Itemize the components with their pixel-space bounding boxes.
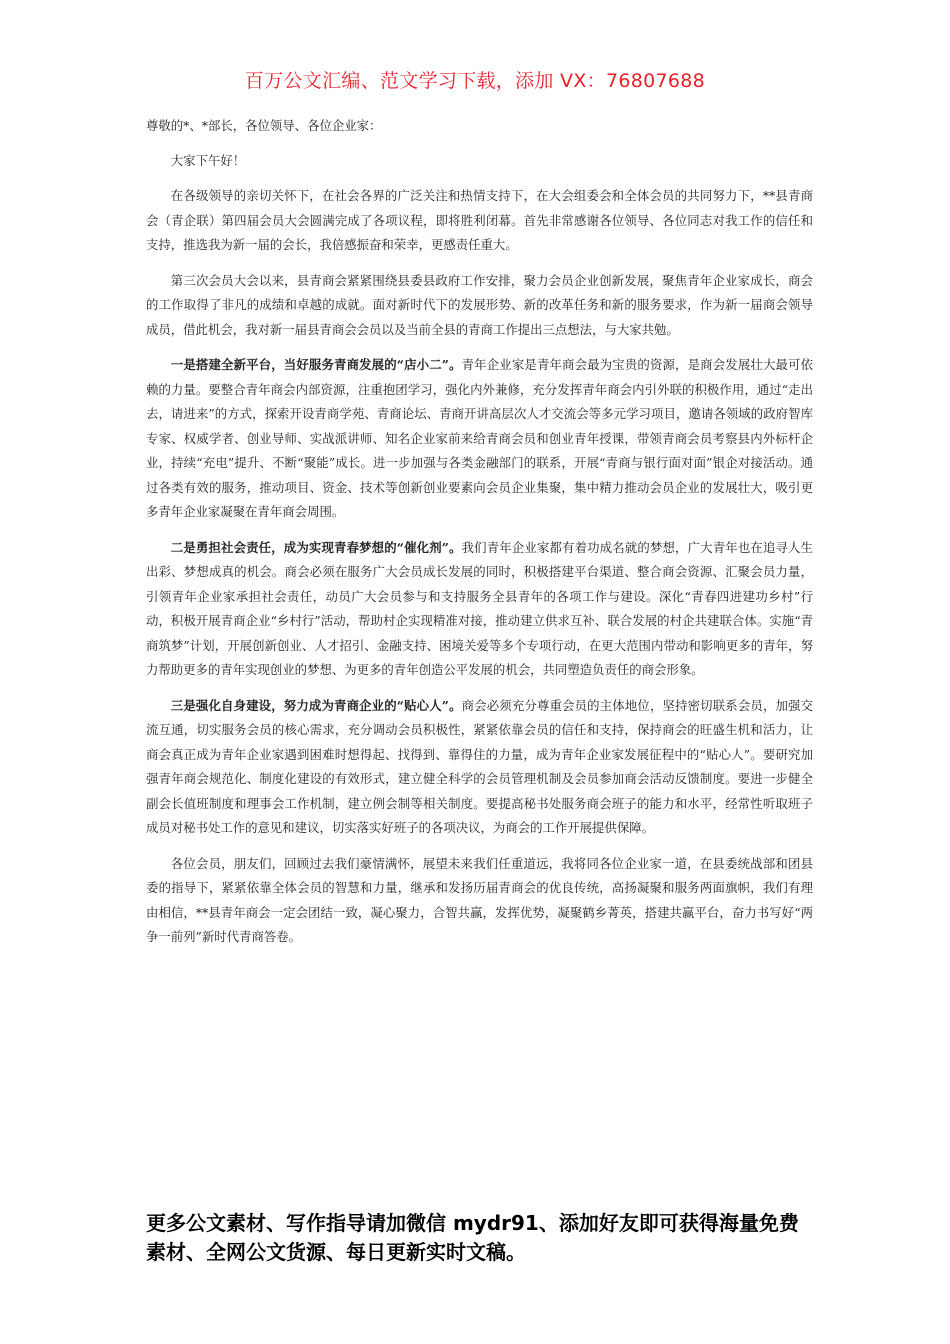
salutation: 尊敬的*、*部长，各位领导、各位企业家： [146,118,382,133]
paragraph-lead: 三是强化自身建设，努力成为青商企业的“贴心人”。 [170,697,462,713]
paragraph-6 [146,852,813,950]
paragraph-text: 青年企业家是青年商会最为宝贵的资源，是商会发展壮大最可依赖的力量。要整合青年商会内部资源，注重抱团学习，强化内外兼修，充分发挥青年商会内引外联的积极作用，通过“走出去，请进来”的方式，探索开设青商学苑、青商论坛、青商开讲高层次人才交流会等多元学习项目，邀请各领域的政府智库专家、权威学者、创业导师、实战派讲师、知名企业家前来给青商会员和创业青年授课，带领青商会员考察县内外标杆企业，持续“充电”提升、不断“聚能”成长。进一步加强与各类金融部门的联系，开展“青商与银行面对面”银企对接活动。通过各类有效的服务，推动项目、资金、技术等创新创业要素向会员企业集聚，集中精力推动会员企业的发展壮大，吸引更多青年企业家凝聚在青年商会周围。 [146,357,813,519]
paragraph-2 [146,269,813,343]
document-body [146,114,813,961]
footer-note: 更多公文素材、写作指导请加微信 mydr91、添加好友即可获得海量免费素材、全网公文货源、每日更新实时文稿。 [146,1211,799,1264]
paragraph-text: 在各级领导的亲切关怀下，在社会各界的广泛关注和热情支持下，在大会组委会和全体会员的共同努力下，**县青商会（青企联）第四届会员大会圆满完成了各项议程，即将胜利闭幕。首先非常感谢各位领导、各位同志对我工作的信任和支持，推选我为新一届的会长，我倍感振奋和荣幸，更感责任重大。 [146,188,813,252]
paragraph-4 [146,536,813,683]
paragraph-1 [146,184,813,258]
paragraph-text: 我们青年企业家都有着功成名就的梦想，广大青年也在追寻人生出彩、梦想成真的机会。商会必须在服务广大会员成长发展的同时，积极搭建平台渠道、整合商会资源、汇聚会员力量，引领青年企业家承担社会责任，动员广大会员参与和支持服务全县青年的各项工作与建设。深化“青春四进建功乡村”行动，积极开展青商企业“乡村行”活动，帮助村企实现精准对接，推动建立供求互补、联合发展的村企共建联合体。实施“青商筑梦”计划，开展创新创业、人才招引、金融支持、困境关爱等多个专项行动，在更大范围内带动和影响更多的青年，努力帮助更多的青年实现创业的梦想、为更多的青年创造公平发展的机会，共同塑造负责任的商会形象。 [146,539,813,677]
header-banner: 百万公文汇编、范文学习下载，添加 VX：76807688 [244,70,706,92]
greeting: 大家下午好！ [170,152,246,168]
paragraph-5 [146,694,813,841]
paragraph-text: 各位会员，朋友们，回顾过去我们豪情满怀，展望未来我们任重道远，我将同各位企业家一道，在县委统战部和团县委的指导下，紧紧依靠全体会员的智慧和力量，继承和发扬历届青商会的优良传统，高扬凝聚和服务两面旗帜，我们有理由相信，**县青年商会一定会团结一致，凝心聚力，合智共赢，发挥优势，凝聚鹤乡菁英，搭建共赢平台，奋力书写好“两争一前列”新时代青商答卷。 [146,855,813,944]
paragraph-lead: 二是勇担社会责任，成为实现青春梦想的“催化剂”。 [170,539,462,555]
paragraph-lead: 一是搭建全新平台，当好服务青商发展的“店小二”。 [170,357,462,372]
paragraph-text: 第三次会员大会以来，县青商会紧紧围绕县委县政府工作安排，聚力会员企业创新发展，聚焦青年企业家成长，商会的工作取得了非凡的成绩和卓越的成就。面对新时代下的发展形势、新的改革任务和新的服务要求，作为新一届商会领导成员，借此机会，我对新一届县青商会会员以及当前全县的青商工作提出三点想法，与大家共勉。 [146,272,813,337]
paragraph-text: 商会必须充分尊重会员的主体地位，坚持密切联系会员，加强交流互通，切实服务会员的核心需求，充分调动会员积极性，紧紧依靠会员的信任和支持，保持商会的旺盛生机和活力，让商会真正成为青年企业家遇到困难时想得起、找得到、靠得住的力量，成为青年企业家发展征程中的“贴心人”。要研究加强青年商会规范化、制度化建设的有效形式，建立健全科学的会员管理机制及会员参加商会活动反馈制度。要进一步健全副会长值班制度和理事会工作机制，建立例会制等相关制度。要提高秘书处服务商会班子的能力和水平，经常性听取班子成员对秘书处工作的意见和建议，切实落实好班子的各项决议，为商会的工作开展提供保障。 [146,697,813,835]
paragraph-3 [146,353,813,525]
